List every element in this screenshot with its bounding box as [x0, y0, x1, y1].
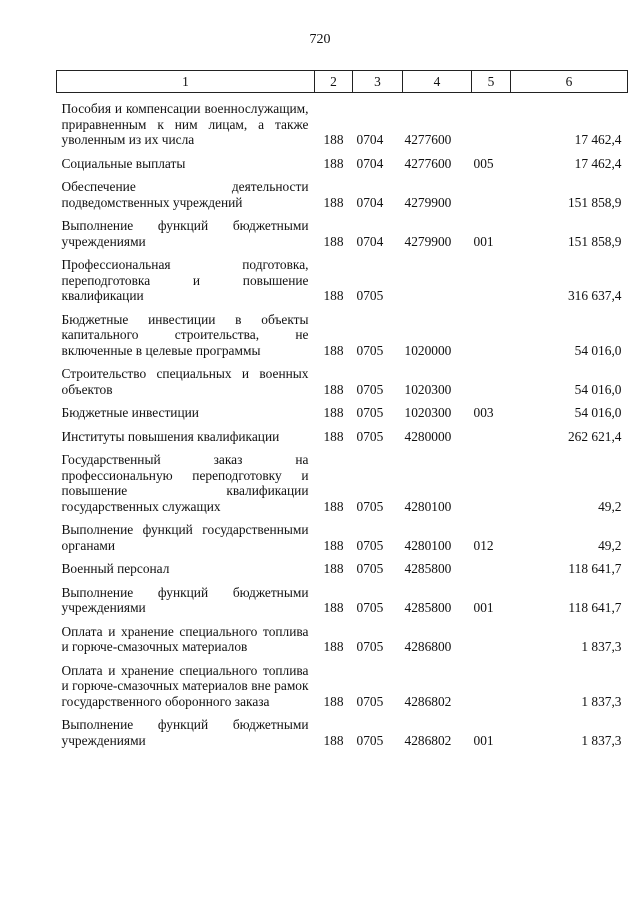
row-section-code: 0705 [356, 405, 384, 420]
row-section-code: 0704 [356, 155, 384, 171]
row-ministry-code: 188 [323, 537, 344, 553]
row-target-code: 1020300 [404, 405, 452, 420]
row-target-code: 4280100 [404, 537, 452, 553]
row-section-code: 0705 [356, 537, 384, 553]
row-section-code: 0704 [356, 233, 384, 249]
row-amount: 54 016,0 [574, 381, 622, 397]
row-name: Профессиональная подготовка, переподготовка и повышение квалификации [61, 257, 309, 303]
row-section-code: 0705 [356, 498, 384, 514]
row-name: Оплата и хранение специального топлива и горюче-смазочных материалов [61, 623, 309, 654]
row-name: Бюджетные инвестиции в объекты капитального строительства, не включенные в целевые программы [61, 311, 309, 358]
row-target-code: 4279900 [404, 233, 452, 249]
row-target-code: 4285800 [404, 600, 452, 615]
row-name: Социальные выплаты [61, 155, 186, 171]
row-ministry-code: 188 [323, 639, 344, 654]
row-type-code: 003 [473, 405, 494, 420]
column-header-target: 4 [403, 71, 472, 93]
row-amount: 1 837,3 [581, 732, 622, 748]
row-section-code: 0705 [356, 381, 384, 397]
row-ministry-code: 188 [323, 342, 344, 358]
row-ministry-code: 188 [323, 693, 344, 709]
row-target-code: 4277600 [404, 132, 452, 147]
row-ministry-code: 188 [323, 498, 344, 514]
row-ministry-code: 188 [323, 428, 344, 444]
row-type-code: 001 [473, 233, 494, 249]
row-name: Выполнение функций бюджетными учреждениями [61, 218, 309, 249]
row-type-code [472, 553, 511, 577]
row-amount: 262 621,4 [567, 428, 622, 444]
row-ministry-code: 188 [323, 600, 344, 615]
column-header-ministry: 2 [315, 71, 353, 93]
column-header-name: 1 [57, 71, 315, 93]
table-row [57, 421, 628, 445]
row-type-code: 001 [473, 732, 494, 748]
table-row [57, 148, 628, 172]
row-type-code [472, 171, 511, 210]
table-row [57, 514, 628, 553]
row-name: Строительство специальных и военных объектов [61, 366, 309, 397]
row-name: Оплата и хранение специального топлива и горюче-смазочных материалов вне рамок государственного оборонного заказа [61, 662, 309, 709]
row-name: Институты повышения квалификации [61, 428, 280, 444]
row-ministry-code: 188 [323, 381, 344, 397]
row-section-code: 0705 [356, 342, 384, 358]
row-section-code: 0705 [356, 732, 384, 748]
row-section-code: 0705 [356, 428, 384, 444]
row-ministry-code: 188 [323, 155, 344, 171]
row-name: Выполнение функций бюджетными учреждениями [61, 584, 309, 615]
row-amount: 17 462,4 [574, 132, 622, 147]
table-row [57, 709, 628, 748]
row-target-code: 4286802 [404, 732, 452, 748]
row-type-code [472, 358, 511, 397]
row-amount: 54 016,0 [574, 342, 622, 358]
row-amount: 118 641,7 [568, 600, 622, 615]
row-amount: 49,2 [598, 537, 622, 553]
row-ministry-code: 188 [323, 194, 344, 210]
row-type-code: 012 [473, 537, 494, 553]
row-type-code [472, 421, 511, 445]
row-type-code [472, 444, 511, 514]
row-name: Выполнение функций государственными органами [61, 522, 309, 553]
row-section-code: 0705 [356, 600, 384, 615]
row-amount: 118 641,7 [568, 561, 622, 576]
row-name: Военный персонал [61, 561, 170, 576]
row-ministry-code: 188 [323, 732, 344, 748]
row-section-code: 0705 [356, 288, 384, 303]
row-ministry-code: 188 [323, 561, 344, 576]
row-section-code: 0704 [356, 194, 384, 210]
row-name: Выполнение функций бюджетными учреждениями [61, 717, 309, 748]
row-amount: 1 837,3 [581, 693, 622, 709]
row-amount: 316 637,4 [567, 288, 622, 303]
row-section-code: 0704 [356, 132, 384, 147]
row-section-code: 0705 [356, 693, 384, 709]
row-section-code: 0705 [356, 561, 384, 576]
row-amount: 1 837,3 [581, 639, 622, 654]
row-amount: 49,2 [598, 498, 622, 514]
row-name: Пособия и компенсации военнослужащим, приравненным к ним лицам, а также уволенным из их числа [61, 101, 309, 147]
row-type-code [472, 304, 511, 359]
page-number: 720 [309, 32, 331, 47]
row-type-code [472, 93, 511, 148]
row-target-code: 4286802 [404, 693, 452, 709]
table-row [57, 655, 628, 710]
table-row [57, 93, 628, 148]
table-row [57, 171, 628, 210]
table-row [57, 397, 628, 421]
row-name: Государственный заказ на профессиональную переподготовку и повышение квалификации государственных служащих [61, 452, 309, 514]
row-target-code: 4279900 [404, 194, 452, 210]
table-row [57, 577, 628, 616]
table-row [57, 210, 628, 249]
row-type-code [472, 249, 511, 304]
row-type-code [472, 655, 511, 710]
table-header-row [57, 71, 628, 93]
row-ministry-code: 188 [323, 405, 344, 420]
row-amount: 151 858,9 [567, 233, 622, 249]
row-amount: 17 462,4 [574, 155, 622, 171]
row-name: Бюджетные инвестиции [61, 405, 199, 420]
column-header-amount: 6 [511, 71, 628, 93]
row-target-code: 4277600 [404, 155, 452, 171]
table-row [57, 553, 628, 577]
row-amount: 151 858,9 [567, 194, 622, 210]
row-target-code: 4280100 [404, 498, 452, 514]
row-target-code: 4286800 [404, 639, 452, 654]
row-target-code: 1020300 [404, 381, 452, 397]
row-amount: 54 016,0 [574, 405, 622, 420]
row-type-code: 001 [473, 600, 494, 615]
table-row [57, 358, 628, 397]
row-type-code: 005 [473, 155, 494, 171]
row-section-code: 0705 [356, 639, 384, 654]
row-ministry-code: 188 [323, 288, 344, 303]
table-row [57, 616, 628, 655]
table-row [57, 444, 628, 514]
row-ministry-code: 188 [323, 132, 344, 147]
row-name: Обеспечение деятельности подведомственных учреждений [61, 179, 309, 210]
column-header-section: 3 [353, 71, 403, 93]
row-target-code: 4280000 [404, 428, 452, 444]
row-target-code: 1020000 [404, 342, 452, 358]
row-target-code: 4285800 [404, 561, 452, 576]
column-header-type: 5 [472, 71, 511, 93]
row-type-code [472, 616, 511, 655]
budget-table [56, 70, 628, 748]
table-row [57, 304, 628, 359]
table-row [57, 249, 628, 304]
row-target-code [403, 249, 472, 304]
row-ministry-code: 188 [323, 233, 344, 249]
